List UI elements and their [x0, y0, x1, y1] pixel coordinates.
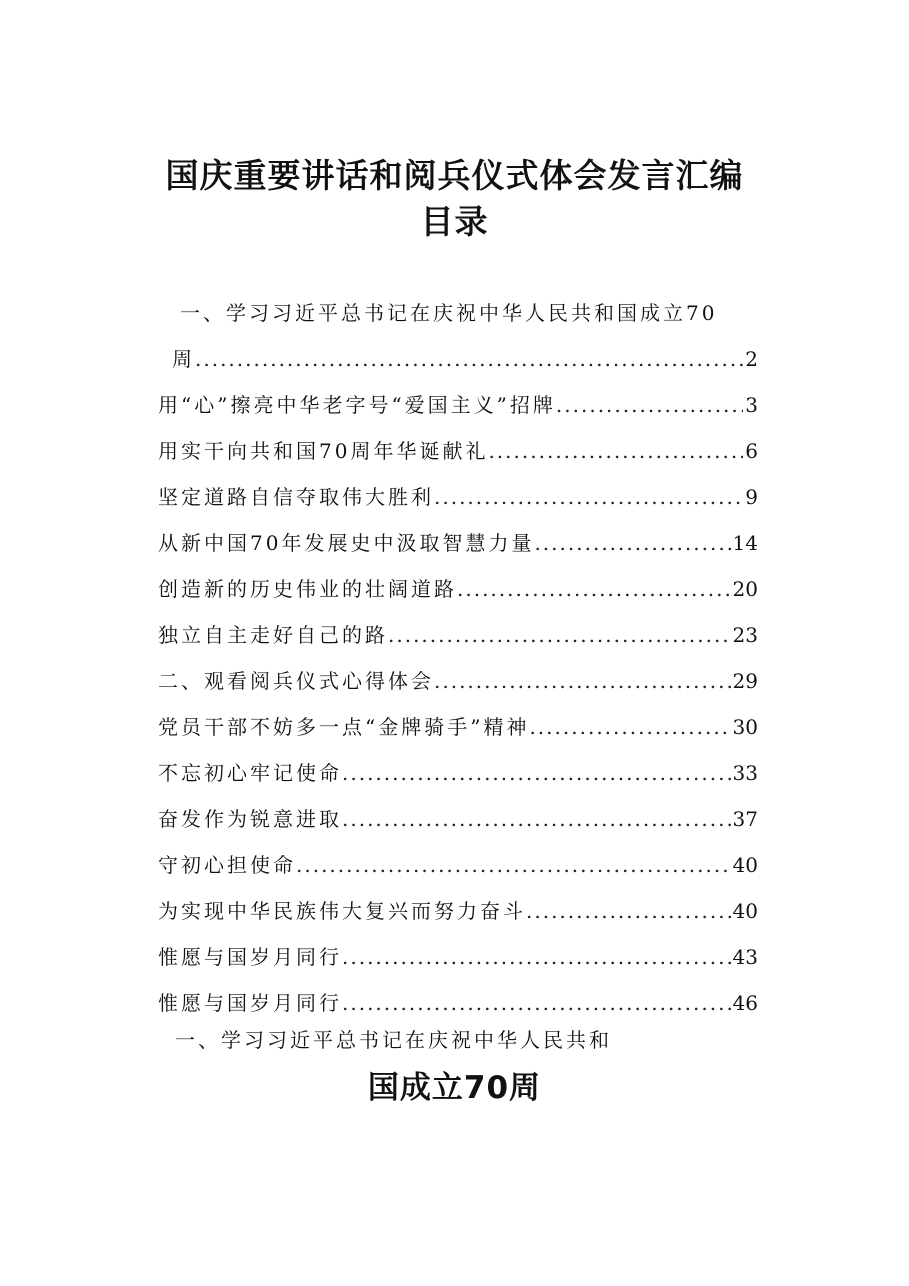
- toc-leader-dots: [534, 520, 730, 566]
- toc-entry[interactable]: [158, 934, 758, 980]
- toc-entry[interactable]: [158, 980, 758, 1026]
- toc-entry-label: 为实现中华民族伟大复兴而努力奋斗: [158, 899, 526, 923]
- toc-entry[interactable]: [158, 888, 758, 934]
- table-of-contents: [158, 290, 758, 1026]
- toc-page-number: 29: [732, 669, 758, 693]
- toc-entry-label: 二、观看阅兵仪式心得体会: [158, 669, 434, 693]
- toc-leader-dots: [342, 796, 731, 842]
- toc-leader-dots: [342, 934, 731, 980]
- toc-entry[interactable]: [158, 474, 758, 520]
- toc-entry[interactable]: [158, 520, 758, 566]
- toc-entry[interactable]: [158, 612, 758, 658]
- toc-page-number: 43: [732, 945, 758, 969]
- toc-page-number: 14: [732, 531, 758, 555]
- toc-entry[interactable]: [158, 566, 758, 612]
- toc-entry-label: 奋发作为锐意进取: [158, 807, 342, 831]
- toc-entry[interactable]: [158, 750, 758, 796]
- toc-entry[interactable]: [158, 336, 758, 382]
- toc-entry-first-label[interactable]: 一、学习习近平总书记在庆祝中华人民共和国成立70: [180, 301, 718, 325]
- toc-leader-dots: [488, 428, 743, 474]
- toc-page-number: 46: [732, 991, 758, 1015]
- toc-leader-dots: [388, 612, 731, 658]
- toc-leader-dots: [529, 704, 730, 750]
- toc-entry-label: 独立自主走好自己的路: [158, 623, 388, 647]
- toc-page-number: 30: [732, 715, 758, 739]
- toc-entry[interactable]: [158, 658, 758, 704]
- toc-entry-label: 党员干部不妨多一点“金牌骑手”精神: [158, 715, 530, 739]
- toc-leader-dots: [342, 980, 731, 1026]
- document-title: 国庆重要讲话和阅兵仪式体会发言汇编: [165, 156, 744, 195]
- toc-entry[interactable]: [158, 704, 758, 750]
- toc-page-number: 37: [732, 807, 758, 831]
- toc-entry-label: 守初心担使命: [158, 853, 296, 877]
- toc-page-number: 40: [732, 853, 758, 877]
- toc-page-number: 23: [732, 623, 758, 647]
- toc-entry[interactable]: [158, 382, 758, 428]
- toc-entry[interactable]: [158, 428, 758, 474]
- toc-leader-dots: [556, 382, 743, 428]
- toc-page-number: 3: [745, 393, 758, 417]
- section-heading-line2: 国成立70周: [367, 1070, 542, 1106]
- toc-leader-dots: [342, 750, 731, 796]
- toc-entry-label: 从新中国70年发展史中汲取智慧力量: [158, 531, 535, 555]
- toc-leader-dots: [434, 474, 743, 520]
- toc-page-number: 20: [732, 577, 758, 601]
- toc-page-number: 6: [745, 439, 758, 463]
- toc-entry[interactable]: [158, 796, 758, 842]
- toc-page-number: 40: [732, 899, 758, 923]
- toc-entry-label: 不忘初心牢记使命: [158, 761, 342, 785]
- toc-entry-label: 坚定道路自信夺取伟大胜利: [158, 485, 434, 509]
- toc-leader-dots: [434, 658, 731, 704]
- toc-entry-label: 用实干向共和国70周年华诞献礼: [158, 439, 489, 463]
- toc-heading: 目录: [420, 202, 489, 241]
- toc-leader-dots: [457, 566, 731, 612]
- toc-entry-label: 惟愿与国岁月同行: [158, 991, 342, 1015]
- toc-entry-label: 用“心”擦亮中华老字号“爱国主义”招牌: [158, 393, 556, 417]
- toc-page-number: 33: [732, 761, 758, 785]
- toc-entry-label: 惟愿与国岁月同行: [158, 945, 342, 969]
- toc-leader-dots: [195, 336, 743, 382]
- toc-entry-label: 创造新的历史伟业的壮阔道路: [158, 577, 457, 601]
- toc-entry[interactable]: [158, 842, 758, 888]
- toc-leader-dots: [296, 842, 731, 888]
- toc-leader-dots: [526, 888, 731, 934]
- toc-entry-label: 周: [172, 347, 195, 371]
- toc-page-number: 9: [745, 485, 758, 509]
- section-heading-line1: 一、学习习近平总书记在庆祝中华人民共和: [175, 1028, 612, 1052]
- toc-page-number: 2: [745, 347, 758, 371]
